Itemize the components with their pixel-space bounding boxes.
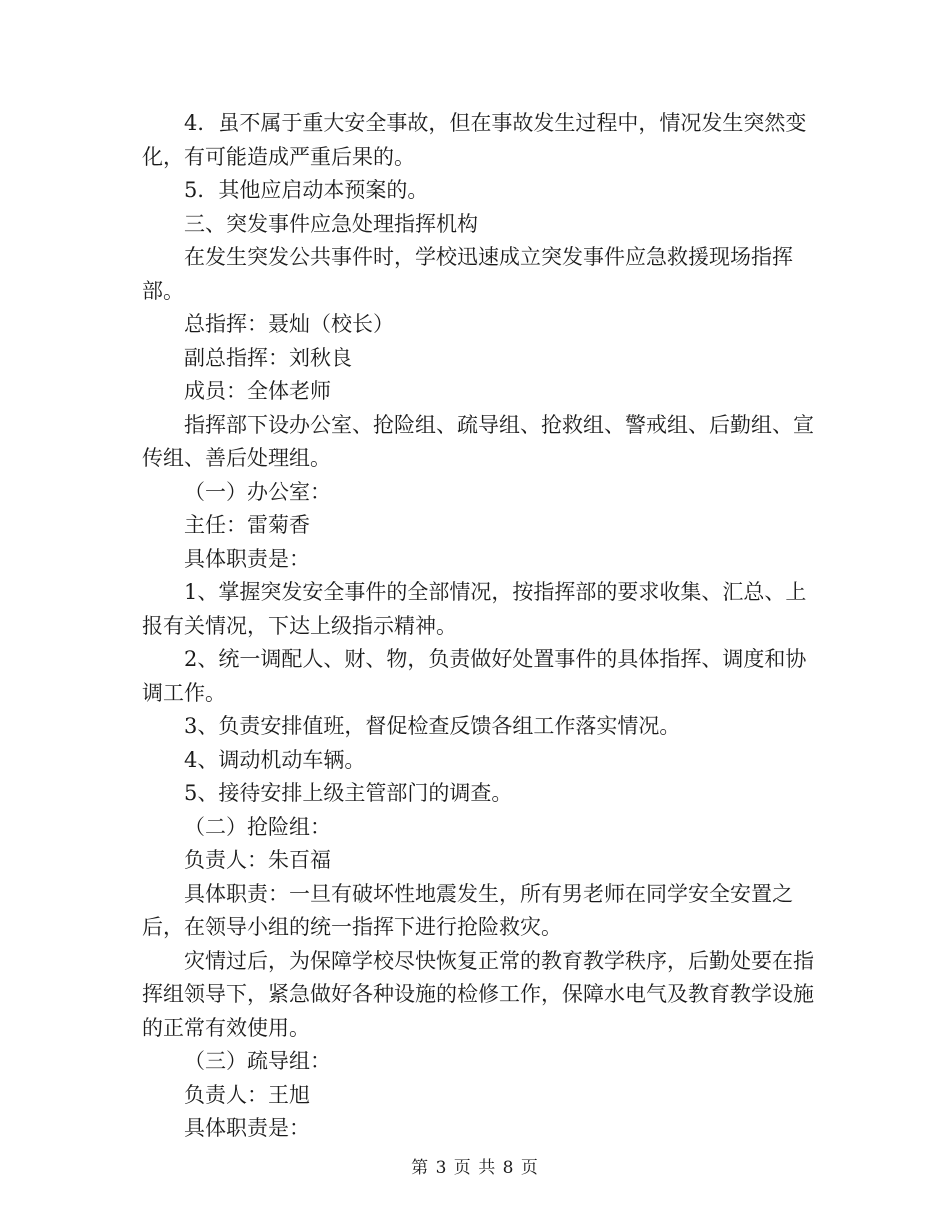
paragraph-evacuation-duties-label: 具体职责是：: [184, 1116, 310, 1140]
subheading-office: （一）办公室：: [184, 479, 331, 504]
paragraph-command-intro: 在发生突发公共事件时，学校迅速成立突发事件应急救援现场指挥部。: [142, 245, 793, 303]
paragraph-members: 成员：全体老师: [184, 379, 331, 403]
paragraph-rescue-leader: 负责人：朱百福: [184, 848, 331, 872]
paragraph-item-5: 5．其他应启动本预案的。: [184, 178, 429, 202]
page-number-footer: 第 3 页 共 8 页: [411, 1158, 539, 1178]
paragraph-office-duty-1: 1、掌握突发安全事件的全部情况，按指挥部的要求收集、汇总、上报有关情况，下达上级指示精神。: [142, 580, 807, 638]
paragraph-deputy-commander: 副总指挥：刘秋良: [184, 345, 352, 370]
paragraph-office-duty-3: 3、负责安排值班，督促检查反馈各组工作落实情况。: [184, 714, 681, 738]
paragraph-office-duty-2: 2、统一调配人、财、物，负责做好处置事件的具体指挥、调度和协调工作。: [142, 647, 807, 705]
paragraph-office-duties-label: 具体职责是：: [184, 546, 310, 571]
subheading-evacuation: （三）疏导组：: [184, 1049, 331, 1073]
subheading-rescue: （二）抢险组：: [184, 814, 331, 839]
paragraph-rescue-duties: 具体职责：一旦有破坏性地震发生，所有男老师在同学安全安置之后，在领导小组的统一指挥下进行抢险救灾。: [142, 881, 793, 939]
paragraph-item-4: 4．虽不属于重大安全事故，但在事故发生过程中，情况发生突然变化，有可能造成严重后果的。: [142, 111, 807, 169]
paragraph-groups: 指挥部下设办公室、抢险组、疏导组、抢救组、警戒组、后勤组、宣传组、善后处理组。: [142, 412, 814, 470]
paragraph-office-duty-5: 5、接待安排上级主管部门的调查。: [184, 781, 513, 805]
paragraph-evacuation-leader: 负责人：王旭: [184, 1082, 310, 1107]
paragraph-rescue-recovery: 灾情过后，为保障学校尽快恢复正常的教育教学秩序，后勤处要在指挥组领导下，紧急做好各种设施的检修工作，保障水电气及教育教学设施的正常有效使用。: [142, 948, 814, 1040]
section-heading-command: 三、突发事件应急处理指挥机构: [184, 211, 478, 236]
paragraph-office-duty-4: 4、调动机动车辆。: [184, 747, 366, 772]
document-body: [142, 107, 817, 1146]
paragraph-chief-commander: 总指挥：聂灿（校长）: [184, 312, 394, 336]
paragraph-office-director: 主任：雷菊香: [184, 513, 310, 537]
